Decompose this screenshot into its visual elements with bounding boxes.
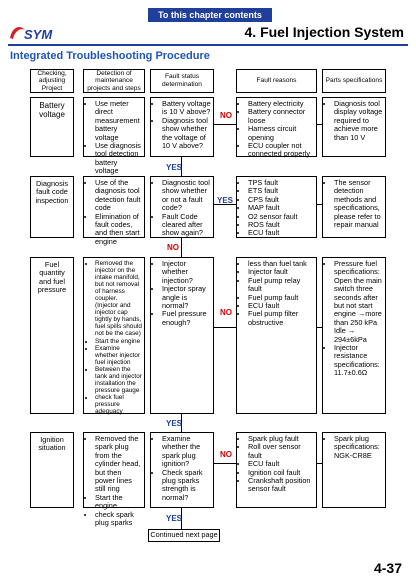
list-item: • Fuel pump relay fault <box>248 277 314 294</box>
list-item: • Ignition coil fault <box>248 469 314 477</box>
status-battery-voltage <box>150 97 214 157</box>
list-item: • Battery connector loose <box>248 108 314 125</box>
list-item: • Examine whether the spark plug ignition? <box>162 435 211 469</box>
list-item: • ROS fault <box>248 221 314 229</box>
no-connector <box>214 463 236 464</box>
list-item: • Fault Code cleared after show again? <box>162 213 211 238</box>
list-item: • Pressure fuel specifications: Open the main switch three seconds after but not start engine →more than 250 kPa Idle → 294±6kPa <box>334 260 383 344</box>
steps-diagnosis-fault-code <box>83 176 145 246</box>
list-item: • Fuel pump fault <box>248 294 314 302</box>
list-item: • ETS fault <box>248 187 314 195</box>
list-item: • Removed the spark plug from the cylinder head, but then power lines still ring <box>95 435 142 494</box>
list-item: • Injector spray angle is normal? <box>162 285 211 310</box>
list-item: • check spark plug sparks <box>95 511 142 528</box>
list-item: • Battery electricity <box>248 100 314 108</box>
list-item: • Spark plug fault <box>248 435 314 443</box>
list-item: • The sensor detection methods and specifications, please refer to repair manual <box>334 179 383 229</box>
list-item: • ECU fault <box>248 302 314 310</box>
list-item: • Harness circuit opening <box>248 125 314 142</box>
list-item: • Fuel pump filter obstructive <box>248 310 314 327</box>
list-item: • Injector whether injection? <box>162 260 211 285</box>
no-label: NO <box>220 450 232 459</box>
steps-ignition-situation <box>83 432 145 527</box>
list-item: • Spark plug specifications: NGK-CR8E <box>334 435 383 460</box>
project-diagnosis-fault-code: Diagnosis fault code inspection <box>30 176 74 238</box>
page-number: 4-37 <box>373 560 402 576</box>
steps-battery-voltage <box>83 97 145 176</box>
sym-logo <box>8 22 56 44</box>
continued-next-page[interactable]: Continued next page <box>148 529 220 542</box>
logo-text: SYM <box>24 27 53 42</box>
status-diagnosis-fault-code <box>150 176 214 238</box>
list-item: • Use of the diagnosis tool detection fault code <box>95 179 142 213</box>
status-ignition-situation <box>150 432 214 508</box>
no-label: NO <box>220 308 232 317</box>
list-item: • ECU fault <box>248 460 314 468</box>
list-item: • Check spark plug sparks strength is normal? <box>162 469 211 503</box>
list-item: • CPS fault <box>248 196 314 204</box>
spec-connector <box>317 327 322 328</box>
list-item: • Diagnosis tool display voltage required to achieve more than 10 V <box>334 100 383 142</box>
no-label: NO <box>220 111 232 120</box>
reasons-fuel-pressure <box>236 257 317 414</box>
column-header-project: Checking, adjusting Project <box>30 69 74 93</box>
list-item: • MAP fault <box>248 204 314 212</box>
header-divider <box>8 44 408 46</box>
list-item: • Examine whether injector fuel injection <box>95 345 142 366</box>
column-header-steps: Detection of maintenance projects and steps <box>83 69 145 93</box>
spec-connector <box>317 124 322 125</box>
list-item: • Start the engine <box>95 338 142 345</box>
column-header-status: Fault status determination <box>150 69 214 93</box>
chapter-title: 4. Fuel Injection System <box>244 24 404 40</box>
specs-battery-voltage <box>322 97 386 157</box>
project-ignition-situation: Ignition situation <box>30 432 74 508</box>
list-item: • Start the engine <box>95 494 142 511</box>
list-item: • TPS fault <box>248 179 314 187</box>
reasons-ignition-situation <box>236 432 317 508</box>
list-item: • O2 sensor fault <box>248 213 314 221</box>
list-item: • Diagnosis tool show whether the voltage of 10 V above? <box>162 117 211 151</box>
no-connector <box>214 327 236 328</box>
specs-ignition-situation <box>322 432 386 508</box>
reasons-diagnosis-fault-code <box>236 176 317 238</box>
steps-fuel-pressure <box>83 257 145 414</box>
spec-connector <box>317 204 322 205</box>
specs-fuel-pressure <box>322 257 386 414</box>
list-item: • Removed the injector on the intake manifold, but not removal of harness coupler. (Injector and injector cap tightly by hands, fuel spills should not be the case) <box>95 260 142 338</box>
chapter-contents-button[interactable]: To this chapter contents <box>148 8 272 22</box>
list-item: • Crankshaft position sensor fault <box>248 477 314 494</box>
status-fuel-pressure <box>150 257 214 414</box>
list-item: • Diagnostic tool show whether or not a fault code? <box>162 179 211 213</box>
spec-connector <box>317 463 322 464</box>
no-label: NO <box>167 243 179 252</box>
list-item: • Injector fault <box>248 268 314 276</box>
list-item: • Battery voltage is 10 V above? <box>162 100 211 117</box>
list-item: • Elimination of fault codes, and then start engine <box>95 213 142 247</box>
list-item: • Use meter direct measurement battery voltage <box>95 100 142 142</box>
list-item: • less than fuel tank <box>248 260 314 268</box>
yes-label: YES <box>166 514 183 523</box>
list-item: • ECU fault <box>248 229 314 237</box>
yes-label: YES <box>166 419 183 428</box>
list-item: • Roll over sensor fault <box>248 443 314 460</box>
list-item: • Use diagnosis tool detection battery voltage <box>95 142 142 176</box>
list-item: • ECU coupler not connected properly <box>248 142 314 159</box>
list-item: • Fuel pressure enough? <box>162 310 211 327</box>
sym-logo-mark <box>8 22 56 44</box>
specs-diagnosis-fault-code <box>322 176 386 238</box>
yes-label: YES <box>166 163 183 172</box>
reasons-battery-voltage <box>236 97 317 157</box>
yes-label: YES <box>217 196 234 205</box>
column-header-specs: Parts specifications <box>322 69 386 93</box>
project-battery-voltage: Battery voltage <box>30 97 74 157</box>
section-title: Integrated Troubleshooting Procedure <box>10 50 210 62</box>
column-header-reasons: Fault reasons <box>236 69 317 93</box>
list-item: • check fuel pressure adequacy <box>95 394 142 415</box>
no-connector <box>214 124 236 125</box>
flow-down-line <box>181 238 182 257</box>
list-item: • Between the tank and injector installation the pressure gauge <box>95 366 142 394</box>
list-item: • Injector resistance specifications: 11.7±0.6Ω <box>334 344 383 378</box>
project-fuel-pressure: Fuel quantity and fuel pressure <box>30 257 74 414</box>
